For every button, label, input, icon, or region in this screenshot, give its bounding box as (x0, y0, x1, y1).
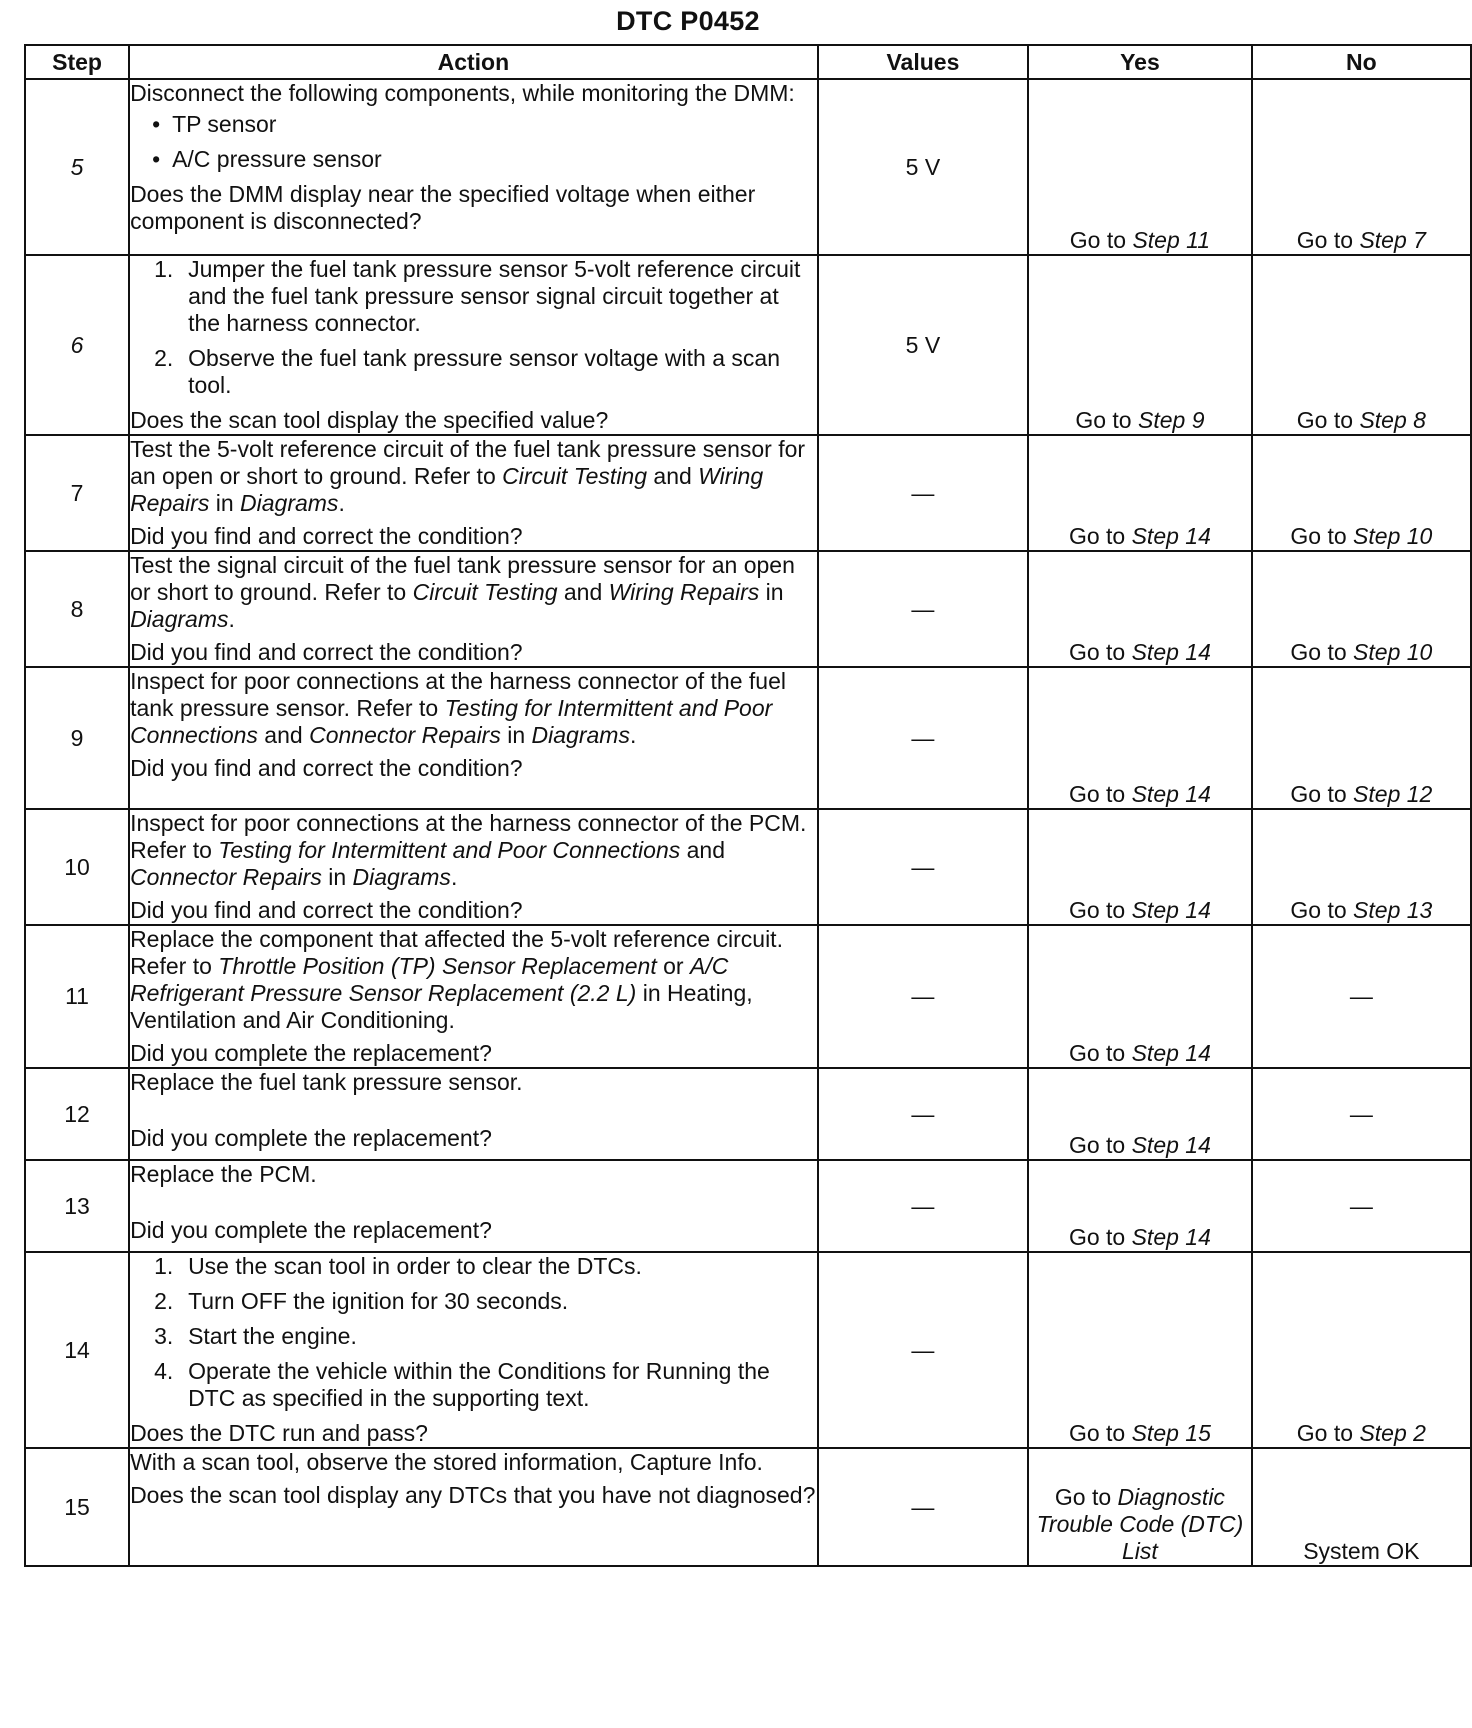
yes-step-link: Step 14 (1131, 1224, 1211, 1250)
list-item: • TP sensor (172, 111, 817, 138)
action-text: Replace the fuel tank pressure sensor. (130, 1069, 523, 1095)
table-row (25, 79, 1471, 255)
action-cell (129, 1448, 818, 1566)
action-cell (129, 1252, 818, 1448)
step-number: 11 (25, 925, 129, 1068)
reference-link: Circuit Testing (412, 579, 558, 605)
yes-prefix: Go to (1068, 1040, 1132, 1066)
list-item (130, 345, 817, 399)
yes-cell (1028, 435, 1252, 551)
yes-cell (1028, 809, 1252, 925)
list-number: 2. (154, 345, 174, 371)
text-run: . (228, 606, 235, 632)
list-text: Turn OFF the ignition for 30 seconds. (188, 1288, 569, 1314)
no-prefix: Go to (1296, 407, 1360, 433)
step-number: 12 (25, 1068, 129, 1160)
yes-cell (1028, 925, 1252, 1068)
yes-prefix: Go to (1068, 1132, 1132, 1158)
no-prefix: Go to (1296, 227, 1360, 253)
yes-step-link: Step 14 (1131, 897, 1211, 923)
yes-cell (1028, 79, 1252, 255)
no-prefix: Go to (1290, 523, 1354, 549)
action-text (130, 810, 817, 891)
header-action: Action (129, 45, 818, 79)
value-cell: 5 V (818, 255, 1028, 435)
text-run: in Heating, Ventilation and Air Conditioning. (130, 980, 753, 1033)
action-question: Does the DTC run and pass? (130, 1420, 428, 1446)
no-cell (1252, 1252, 1471, 1448)
step-number: 7 (25, 435, 129, 551)
header-step: Step (25, 45, 129, 79)
step-number: 15 (25, 1448, 129, 1566)
text-run: and (557, 579, 609, 605)
text-run: Test the 5-volt reference circuit of the fuel tank pressure sensor for an open or short to ground. Refer to (130, 436, 806, 489)
table-row (25, 255, 1471, 435)
yes-prefix: Go to (1068, 1224, 1132, 1250)
reference-link: Connector Repairs (130, 864, 322, 890)
reference-link: Diagrams (531, 722, 630, 748)
step-number: 8 (25, 551, 129, 667)
value-cell: — (818, 925, 1028, 1068)
yes-step-link: Step 11 (1132, 227, 1211, 253)
numbered-list (130, 1253, 817, 1412)
yes-cell (1028, 667, 1252, 809)
text-run: Inspect for poor connections at the harness connector of the fuel tank pressure sensor. Refer to (130, 668, 786, 721)
action-text: Disconnect the following components, while monitoring the DMM: (130, 80, 795, 106)
list-item (130, 1358, 817, 1412)
list-number: 2. (154, 1288, 174, 1314)
list-number: 4. (154, 1358, 174, 1384)
action-question: Did you complete the replacement? (130, 1125, 492, 1151)
table-row (25, 551, 1471, 667)
no-cell (1252, 79, 1471, 255)
step-number: 9 (25, 667, 129, 809)
header-no: No (1252, 45, 1471, 79)
text-run: . (450, 864, 458, 890)
reference-link: Testing for Intermittent and Poor Connections (130, 695, 773, 748)
value-cell: — (818, 1068, 1028, 1160)
action-cell (129, 1160, 818, 1252)
action-question: Did you find and correct the condition? (130, 523, 523, 549)
action-text (130, 668, 817, 749)
yes-cell (1028, 1160, 1252, 1252)
step-number: 14 (25, 1252, 129, 1448)
reference-link: Diagrams (130, 606, 229, 632)
action-text (130, 552, 817, 633)
action-text: With a scan tool, observe the stored information, Capture Info. (130, 1449, 763, 1475)
yes-cell (1028, 551, 1252, 667)
table-row (25, 1252, 1471, 1448)
text-run: and (257, 722, 310, 748)
action-cell (129, 551, 818, 667)
value-cell: — (818, 435, 1028, 551)
yes-step-link: Diagnostic Trouble Code (DTC) List (1036, 1484, 1244, 1564)
no-prefix: Go to (1290, 639, 1354, 665)
yes-prefix: Go to (1068, 781, 1132, 807)
reference-link: Testing for Intermittent and Poor Connections (218, 837, 681, 863)
no-cell: — (1252, 1160, 1471, 1252)
yes-step-link: Step 14 (1131, 1040, 1211, 1066)
reference-link: Throttle Position (TP) Sensor Replacement (218, 953, 657, 979)
table-row (25, 925, 1471, 1068)
no-cell (1252, 809, 1471, 925)
reference-link: Connector Repairs (309, 722, 501, 748)
list-number: 1. (154, 1253, 174, 1279)
no-step-link: Step 10 (1353, 639, 1433, 665)
text-run: or (656, 953, 690, 979)
text-run: in (321, 864, 353, 890)
list-text: Jumper the fuel tank pressure sensor 5-volt reference circuit and the fuel tank pressure sensor signal circuit together at the harness connector. (188, 256, 801, 336)
no-cell: — (1252, 925, 1471, 1068)
header-yes: Yes (1028, 45, 1252, 79)
header-values: Values (818, 45, 1028, 79)
action-question: Did you find and correct the condition? (130, 755, 523, 781)
yes-prefix: Go to (1068, 1420, 1132, 1446)
yes-step-link: Step 15 (1131, 1420, 1211, 1446)
text-run: . (629, 722, 637, 748)
text-run: Inspect for poor connections at the harness connector of the PCM. Refer to (130, 810, 807, 863)
text-run: and (647, 463, 699, 489)
value-cell: — (818, 667, 1028, 809)
yes-prefix: Go to (1068, 897, 1132, 923)
value-cell: — (818, 1252, 1028, 1448)
list-item (130, 1288, 817, 1315)
step-number: 6 (25, 255, 129, 435)
action-cell (129, 435, 818, 551)
action-cell (129, 809, 818, 925)
action-question: Does the scan tool display any DTCs that you have not diagnosed? (130, 1482, 816, 1508)
table-row (25, 809, 1471, 925)
action-cell (129, 667, 818, 809)
reference-link: Wiring Repairs (130, 463, 764, 516)
yes-prefix: Go to (1068, 523, 1132, 549)
action-text: Replace the PCM. (130, 1161, 317, 1187)
table-row (25, 667, 1471, 809)
value-cell: 5 V (818, 79, 1028, 255)
no-step-link: Step 12 (1353, 781, 1433, 807)
text-run: in (759, 579, 784, 605)
table-row (25, 1068, 1471, 1160)
no-step-link: Step 10 (1353, 523, 1433, 549)
text-run: and (680, 837, 726, 863)
yes-prefix: Go to (1069, 227, 1133, 253)
page-title: DTC P0452 (616, 6, 760, 36)
list-number: 3. (154, 1323, 174, 1349)
no-cell (1252, 435, 1471, 551)
no-cell (1252, 667, 1471, 809)
no-prefix: Go to (1296, 1420, 1360, 1446)
action-cell (129, 255, 818, 435)
reference-link: A/C Refrigerant Pressure Sensor Replacement (2.2 L) (130, 953, 729, 1006)
yes-cell (1028, 1068, 1252, 1160)
no-cell: System OK (1252, 1448, 1471, 1566)
list-item (130, 256, 817, 337)
yes-step-link: Step 14 (1131, 781, 1211, 807)
yes-cell (1028, 1252, 1252, 1448)
yes-step-link: Step 9 (1137, 407, 1205, 433)
yes-prefix: Go to (1054, 1484, 1118, 1510)
yes-step-link: Step 14 (1131, 523, 1211, 549)
yes-prefix: Go to (1075, 407, 1138, 433)
yes-step-link: Step 14 (1131, 1132, 1211, 1158)
no-cell (1252, 255, 1471, 435)
step-number: 10 (25, 809, 129, 925)
action-cell (129, 925, 818, 1068)
list-text: Observe the fuel tank pressure sensor voltage with a scan tool. (188, 345, 780, 398)
action-cell (129, 1068, 818, 1160)
action-cell (129, 79, 818, 255)
action-question: Did you complete the replacement? (130, 1217, 492, 1243)
step-number: 5 (25, 79, 129, 255)
reference-link: Diagrams (240, 490, 339, 516)
no-step-link: Step 2 (1359, 1420, 1426, 1446)
value-cell: — (818, 809, 1028, 925)
text-run: in (209, 490, 241, 516)
text-run: Replace the component that affected the 5-volt reference circuit. Refer to (130, 926, 783, 979)
diagnostic-table (24, 44, 1472, 1567)
table-row (25, 1448, 1471, 1566)
reference-link: Diagrams (352, 864, 451, 890)
no-prefix: Go to (1290, 897, 1354, 923)
action-question: Does the DMM display near the specified voltage when either component is disconnected? (130, 181, 756, 234)
action-question: Does the scan tool display the specified value? (130, 407, 609, 433)
reference-link: Circuit Testing (502, 463, 648, 489)
no-cell: — (1252, 1068, 1471, 1160)
no-step-link: Step 13 (1353, 897, 1433, 923)
numbered-list (130, 256, 817, 399)
list-text: Use the scan tool in order to clear the DTCs. (188, 1253, 642, 1279)
bullet-list (130, 111, 817, 173)
yes-cell (1028, 1448, 1252, 1566)
value-cell: — (818, 551, 1028, 667)
text-run: Test the signal circuit of the fuel tank pressure sensor for an open or short to ground. Refer to (130, 552, 795, 605)
action-question: Did you find and correct the condition? (130, 897, 523, 923)
list-item (130, 1253, 817, 1280)
text-run: in (500, 722, 532, 748)
no-prefix: Go to (1290, 781, 1354, 807)
no-step-link: Step 7 (1359, 227, 1426, 253)
step-number: 13 (25, 1160, 129, 1252)
table-row (25, 1160, 1471, 1252)
action-question: Did you find and correct the condition? (130, 639, 523, 665)
text-run: . (338, 490, 345, 516)
table-row (25, 435, 1471, 551)
list-item: • A/C pressure sensor (172, 146, 817, 173)
action-text (130, 436, 817, 517)
list-text: Operate the vehicle within the Conditions for Running the DTC as specified in the supporting text. (188, 1358, 770, 1411)
value-cell: — (818, 1448, 1028, 1566)
value-cell: — (818, 1160, 1028, 1252)
reference-link: Wiring Repairs (608, 579, 760, 605)
header-row (25, 45, 1471, 79)
list-item (130, 1323, 817, 1350)
list-text: Start the engine. (188, 1323, 357, 1349)
action-question: Did you complete the replacement? (130, 1040, 492, 1066)
list-number: 1. (154, 256, 174, 282)
no-step-link: Step 8 (1359, 407, 1426, 433)
action-text (130, 926, 817, 1034)
yes-prefix: Go to (1068, 639, 1132, 665)
yes-step-link: Step 14 (1131, 639, 1211, 665)
no-cell (1252, 551, 1471, 667)
yes-cell (1028, 255, 1252, 435)
